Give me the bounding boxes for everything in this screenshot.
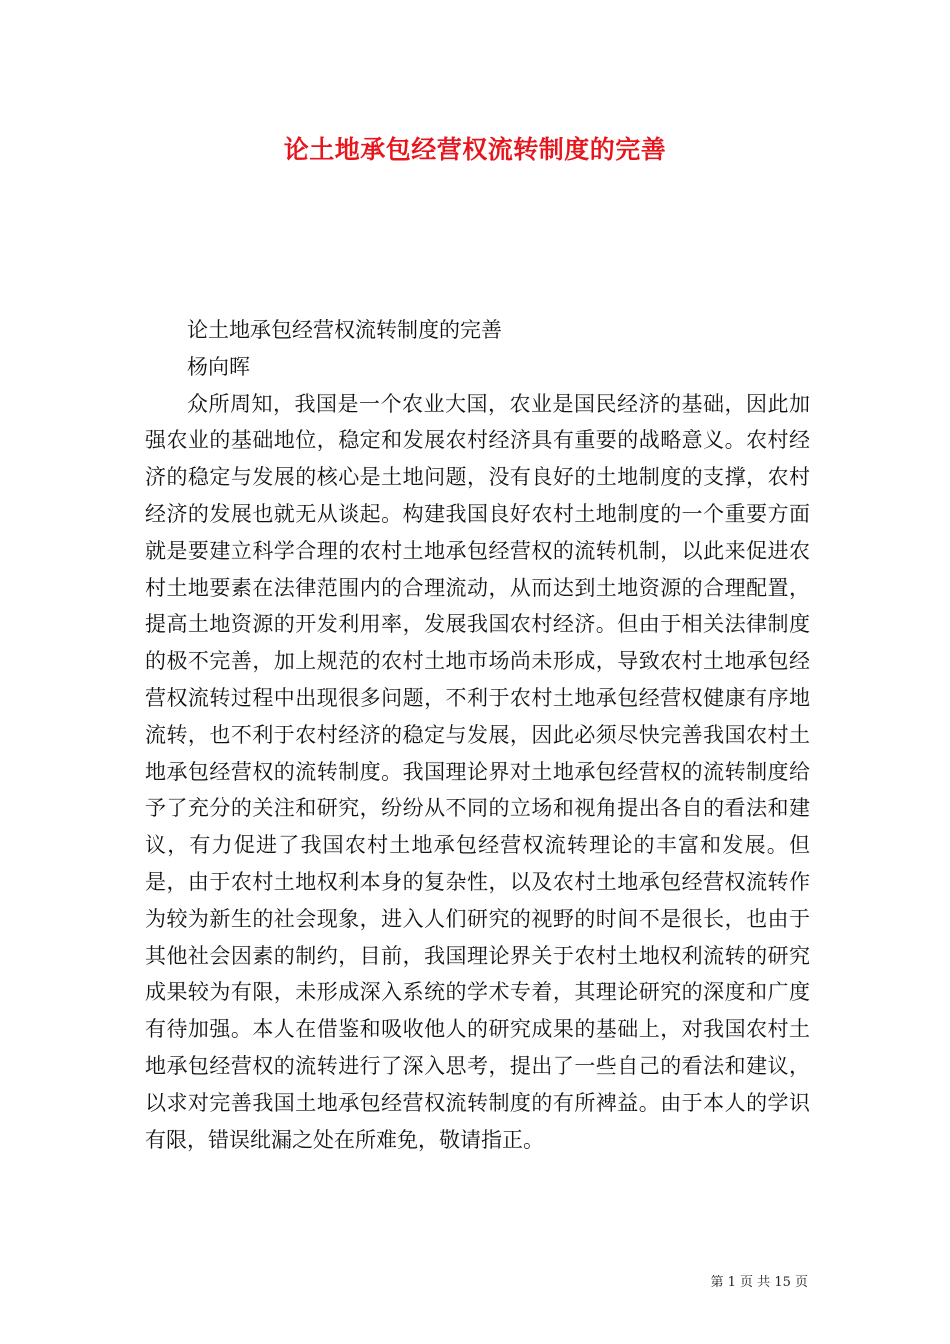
page-title: 论土地承包经营权流转制度的完善 — [283, 135, 667, 164]
page-number: 第 1 页 共 15 页 — [710, 1275, 808, 1290]
document-author: 杨向晖 — [187, 354, 250, 379]
body-paragraph: 众所周知，我国是一个农业大国，农业是国民经济的基础，因此加强农业的基础地位，稳定和发展农村经济具有重要的战略意义。农村经济的稳定与发展的核心是土地问题，没有良好的土地制度的支撑，农村经济的发展也就无从谈起。构建我国良好农村土地制度的一个重要方面就是要建立科学合理的农村土地承包经营权的流转机制，以此来促进农村土地要素在法律范围内的合理流动，从而达到土地资源的合理配置，提高土地资源的开发利用率，发展我国农村经济。但由于相关法律制度的极不完善，加上规范的农村土地市场尚未形成，导致农村土地承包经营权流转过程中出现很多问题，不利于农村土地承包经营权健康有序地流转，也不利于农村经济的稳定与发展，因此必须尽快完善我国农村土地承包经营权的流转制度。我国理论界对土地承包经营权的流转制度给予了充分的关注和研究，纷纷从不同的立场和视角提出各自的看法和建议，有力促进了我国农村土地承包经营权流转理论的丰富和发展。但是，由于农村土地权利本身的复杂性，以及农村土地承包经营权流转作为较为新生的社会现象，进入人们研究的视野的时间不是很长，也由于其他社会因素的制约，目前，我国理论界关于农村土地权利流转的研究成果较为有限，未形成深入系统的学术专着，其理论研究的深度和广度有待加强。本人在借鉴和吸收他人的研究成果的基础上，对我国农村土地承包经营权的流转进行了深入思考，提出了一些自己的看法和建议，以求对完善我国土地承包经营权流转制度的有所裨益。由于本人的学识有限，错误纰漏之处在所难免，敬请指正。 — [145, 391, 810, 1152]
document-subtitle: 论土地承包经营权流转制度的完善 — [187, 318, 502, 342]
document-body — [145, 312, 810, 1158]
